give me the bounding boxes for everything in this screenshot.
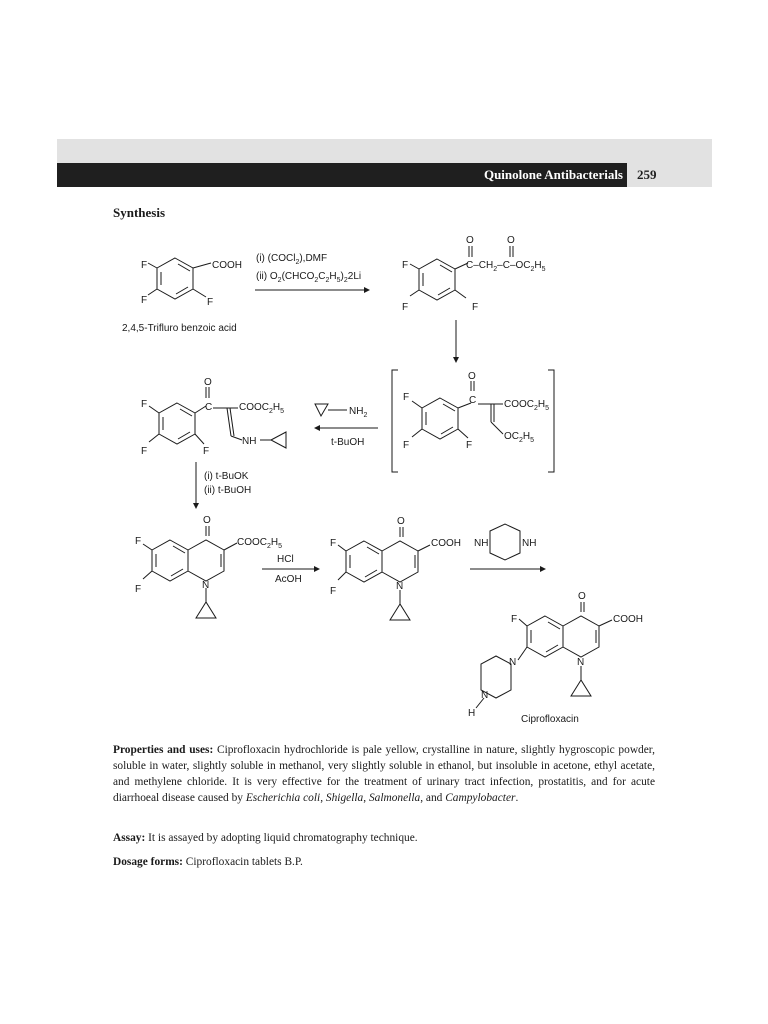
compound-ciprofloxacin	[468, 591, 643, 725]
step6-arrow	[470, 566, 546, 572]
atom-n: N	[396, 581, 404, 592]
dosage-label: Dosage forms:	[113, 856, 183, 868]
step4-arrow	[193, 462, 251, 509]
atom-f: F	[466, 440, 473, 451]
atom-nh: NH	[522, 538, 537, 549]
atom-o: O	[203, 515, 211, 526]
step4-reagent-1: (i) t-BuOK	[204, 471, 249, 482]
atom-f: F	[135, 584, 142, 595]
ester-label: $COOC_2H_5$	[504, 399, 550, 412]
atom-cooh: COOH	[431, 538, 461, 549]
properties-paragraph	[113, 742, 655, 806]
start-compound-name: 2,4,5-Trifluro benzoic acid	[122, 323, 237, 334]
separator: ,	[363, 792, 369, 804]
atom-f: F	[330, 586, 337, 597]
dosage-paragraph	[113, 854, 655, 870]
atom-o: O	[507, 235, 515, 246]
organism-name: Escherichia coli	[245, 792, 321, 804]
ketoester-chain: $C-CH_2-C-OC_2H_5$	[466, 260, 546, 273]
step5-arrow	[262, 554, 320, 585]
step5-reagent-2: AcOH	[275, 574, 302, 585]
ester-label: $COOC_2H_5$	[237, 537, 283, 550]
page-number: 259	[637, 167, 657, 182]
atom-nh: NH	[242, 436, 257, 447]
assay-text: It is assayed by adopting liquid chromatography technique.	[145, 832, 418, 844]
separator: ,	[320, 792, 326, 804]
atom-c: C	[469, 395, 477, 406]
properties-text: Ciprofloxacin hydrochloride is pale yellow, crystalline in nature, slightly hygroscopic powder, soluble in water, slightly soluble in methanol, very slightly soluble in ethanol, but insoluble in acetone, ethyl acetate, and methylene chloride. It is very effective for the treatment of urinary tract infection, prostatitis, and for acute diarrhoeal disease caused by	[113, 744, 655, 804]
separator: .	[515, 792, 519, 804]
running-header-title: Quinolone Antibacterials	[483, 167, 623, 182]
step1-arrow	[255, 253, 370, 293]
step1-reagent-1: (i) (COCl$_2$),DMF	[256, 253, 328, 266]
atom-n: N	[577, 657, 585, 668]
dosage-text: Ciprofloxacin tablets B.P.	[182, 856, 303, 868]
atom-c: C	[205, 402, 213, 413]
atom-o: O	[578, 591, 586, 602]
atom-f: F	[141, 399, 148, 410]
atom-o: O	[466, 235, 474, 246]
compound-quinolone-ester	[135, 515, 282, 618]
organism-name: Campylobacter	[445, 792, 516, 804]
product-name: Ciprofloxacin	[521, 714, 579, 725]
compound-ketoester	[402, 235, 546, 313]
step1-reagent-2: (ii) $O_2(CHCO_2C_2H_5)_22Li$	[256, 271, 362, 284]
atom-f: F	[330, 538, 337, 549]
atom-f: F	[403, 392, 410, 403]
amine-label: $NH_2$	[349, 406, 368, 419]
atom-n: N	[509, 657, 517, 668]
atom-f: F	[207, 297, 214, 308]
organism-name: Shigella	[325, 792, 364, 804]
step3-reagent: t-BuOH	[331, 437, 365, 448]
atom-f: F	[402, 302, 409, 313]
atom-nh: NH	[474, 538, 489, 549]
atom-o: O	[204, 377, 212, 388]
ethoxy-label: $OC_2H_5$	[504, 431, 535, 444]
section-heading: Synthesis	[113, 205, 166, 220]
ester-label: $COOC_2H_5$	[239, 402, 285, 415]
atom-f: F	[472, 302, 479, 313]
compound-enamine	[141, 377, 286, 457]
atom-f: F	[135, 536, 142, 547]
step3-arrow	[314, 404, 378, 448]
atom-f: F	[141, 295, 148, 306]
piperazine-reagent	[474, 524, 536, 560]
separator: , and	[420, 792, 446, 804]
properties-label: Properties and uses:	[113, 744, 214, 756]
step2-arrow	[453, 320, 459, 363]
atom-n: N	[202, 580, 210, 591]
atom-cooh: COOH	[212, 260, 242, 271]
atom-f: F	[141, 446, 148, 457]
atom-f: F	[511, 614, 518, 625]
assay-paragraph	[113, 830, 655, 846]
atom-cooh: COOH	[613, 614, 643, 625]
atom-f: F	[403, 440, 410, 451]
assay-label: Assay:	[113, 832, 146, 844]
compound-ethoxymethylene-intermediate	[392, 370, 554, 472]
atom-f: F	[141, 260, 148, 271]
atom-o: O	[397, 516, 405, 527]
atom-f: F	[402, 260, 409, 271]
step4-reagent-2: (ii) t-BuOH	[204, 485, 252, 496]
organism-name: Salmonella	[368, 792, 421, 804]
atom-n: N	[481, 690, 489, 701]
compound-quinolone-acid	[330, 516, 461, 620]
atom-o: O	[468, 371, 476, 382]
compound-trifluorobenzoic-acid	[122, 258, 242, 334]
atom-f: F	[203, 446, 210, 457]
step5-reagent-1: HCl	[277, 554, 294, 565]
atom-h: H	[468, 708, 476, 719]
